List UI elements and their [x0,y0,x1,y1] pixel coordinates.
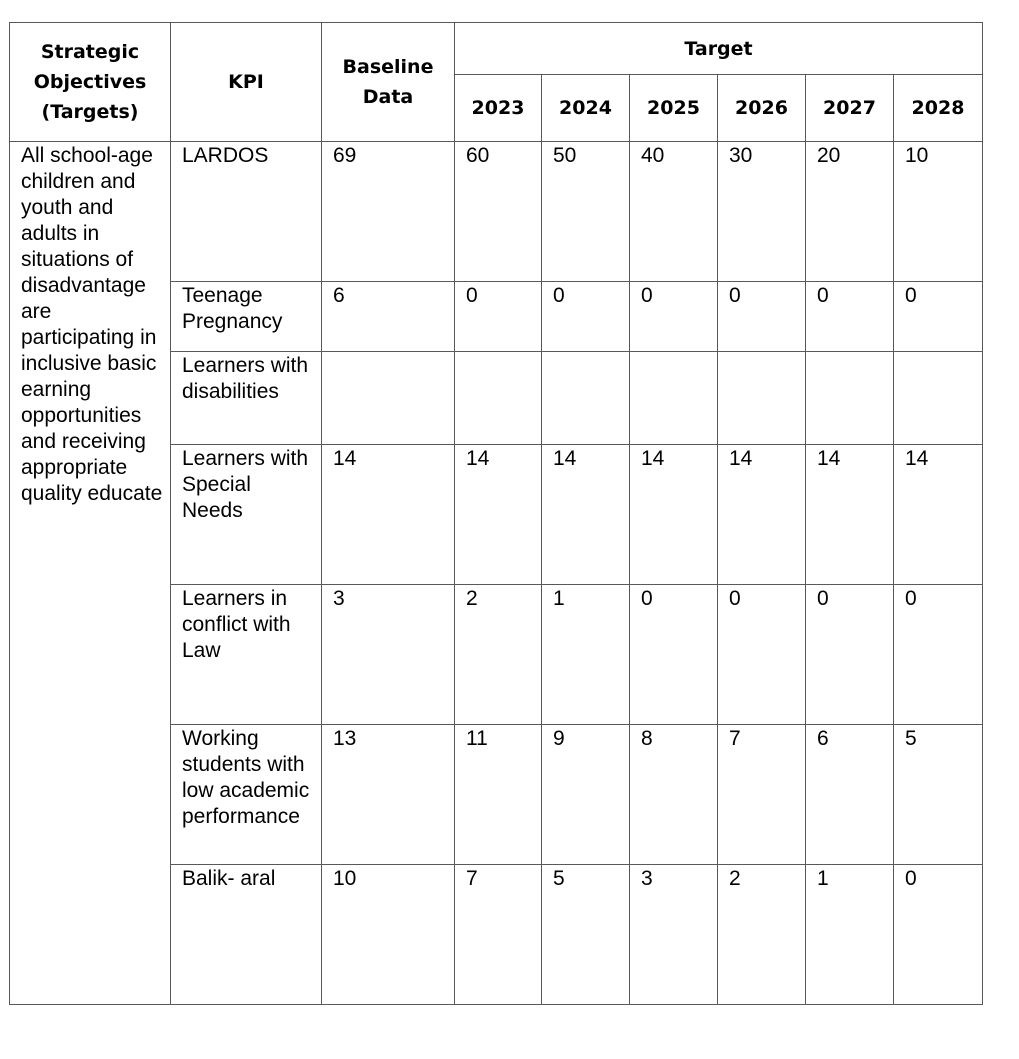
target-cell: 0 [894,282,983,352]
target-cell [806,352,894,445]
target-cell: 0 [630,282,718,352]
table-row [10,142,983,282]
target-cell: 11 [455,725,542,865]
target-cell: 0 [806,585,894,725]
target-cell: 9 [542,725,630,865]
target-cell: 60 [455,142,542,282]
kpi-cell: Learners with disabilities [171,352,322,445]
target-cell: 14 [542,445,630,585]
baseline-cell: 14 [322,445,455,585]
kpi-cell: Working students with low academic performance [171,725,322,865]
target-cell: 14 [455,445,542,585]
target-cell [630,352,718,445]
target-cell: 5 [542,865,630,1005]
header-row [10,23,983,75]
target-cell: 0 [894,865,983,1005]
baseline-cell [322,352,455,445]
header-strategic-objectives: Strategic Objectives (Targets) [10,23,171,142]
header-year-2024: 2024 [542,75,630,142]
header-year-2023: 2023 [455,75,542,142]
header-year-2026: 2026 [718,75,806,142]
target-cell [455,352,542,445]
header-baseline-data: Baseline Data [322,23,455,142]
kpi-cell: Learners with Special Needs [171,445,322,585]
baseline-cell: 69 [322,142,455,282]
kpi-cell: Teenage Pregnancy [171,282,322,352]
target-cell: 7 [718,725,806,865]
target-cell: 40 [630,142,718,282]
target-cell [718,352,806,445]
target-cell: 30 [718,142,806,282]
target-cell [894,352,983,445]
target-cell: 0 [894,585,983,725]
target-cell: 1 [806,865,894,1005]
target-cell: 14 [718,445,806,585]
header-year-2028: 2028 [894,75,983,142]
baseline-cell: 13 [322,725,455,865]
strategic-objective-cell: All school-age children and youth and adults in situations of disadvantage are participating in inclusive basic earning opportunities and receiving appropriate quality educate [10,142,171,1005]
target-cell: 0 [718,585,806,725]
kpi-cell: Learners in conflict with Law [171,585,322,725]
target-cell: 5 [894,725,983,865]
target-cell: 14 [894,445,983,585]
target-cell: 2 [718,865,806,1005]
target-cell: 0 [806,282,894,352]
target-cell: 50 [542,142,630,282]
header-kpi: KPI [171,23,322,142]
target-cell: 0 [718,282,806,352]
target-cell: 10 [894,142,983,282]
target-cell: 14 [806,445,894,585]
target-cell: 14 [630,445,718,585]
target-cell: 6 [806,725,894,865]
baseline-cell: 3 [322,585,455,725]
target-cell: 3 [630,865,718,1005]
target-cell: 20 [806,142,894,282]
target-cell: 0 [542,282,630,352]
baseline-cell: 10 [322,865,455,1005]
baseline-cell: 6 [322,282,455,352]
target-cell: 2 [455,585,542,725]
kpi-cell: Balik- aral [171,865,322,1005]
target-cell: 7 [455,865,542,1005]
header-year-2025: 2025 [630,75,718,142]
kpi-cell: LARDOS [171,142,322,282]
target-cell: 8 [630,725,718,865]
target-cell [542,352,630,445]
target-cell: 1 [542,585,630,725]
kpi-target-table [9,22,983,1005]
header-year-2027: 2027 [806,75,894,142]
target-cell: 0 [455,282,542,352]
header-target: Target [455,23,983,75]
target-cell: 0 [630,585,718,725]
